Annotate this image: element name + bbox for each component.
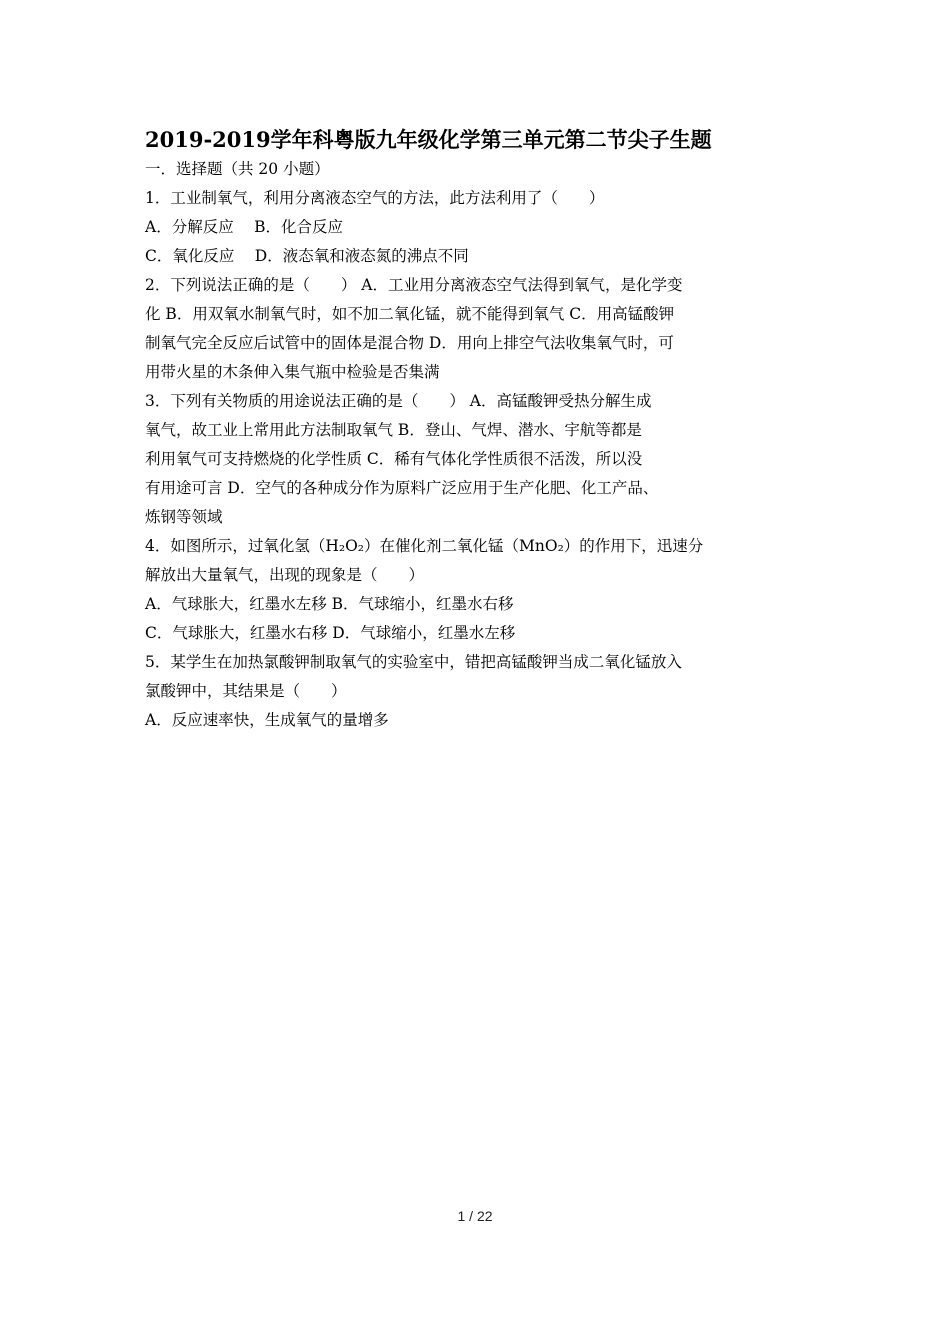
question-2-line: 2．下列说法正确的是（ ） A．工业用分离液态空气法得到氧气，是化学变 (145, 276, 683, 294)
question-5-option-a: A．反应速率快，生成氧气的量增多 (145, 711, 389, 729)
question-2-line: 用带火星的木条伸入集气瓶中检验是否集满 (145, 363, 440, 381)
question-1-options-cd: C．氧化反应 D．液态氧和液态氮的沸点不同 (145, 247, 469, 265)
question-3-line: 利用氧气可支持燃烧的化学性质 C．稀有气体化学性质很不活泼，所以没 (145, 450, 643, 468)
question-1 (145, 184, 825, 271)
question-4-stem-line: 4．如图所示，过氧化氢（H₂O₂）在催化剂二氧化锰（MnO₂）的作用下，迅速分 (145, 537, 704, 555)
question-2-line: 制氧气完全反应后试管中的固体是混合物 D．用向上排空气法收集氧气时，可 (145, 334, 674, 352)
question-1-stem: 1．工业制氧气，利用分离液态空气的方法，此方法利用了（ ） (145, 189, 605, 207)
section-header: 一．选择题（共 20 小题） (145, 160, 330, 178)
document-title: 2019-2019学年科粤版九年级化学第三单元第二节尖子生题 (145, 127, 712, 152)
question-1-options-ab: A．分解反应 B．化合反应 (145, 218, 344, 236)
question-3-line: 氧气，故工业上常用此方法制取氧气 B．登山、气焊、潜水、宇航等都是 (145, 421, 642, 439)
question-5-stem-line: 氯酸钾中，其结果是（ ） (145, 682, 347, 700)
question-3-line: 炼钢等领域 (145, 508, 223, 526)
question-5 (145, 648, 825, 735)
page-content (145, 124, 825, 735)
question-2-line: 化 B．用双氧水制氧气时，如不加二氧化锰，就不能得到氧气 C．用高锰酸钾 (145, 305, 675, 323)
question-5-stem-line: 5．某学生在加热氯酸钾制取氧气的实验室中，错把高锰酸钾当成二氧化锰放入 (145, 653, 682, 671)
question-4-stem-line: 解放出大量氧气，出现的现象是（ ） (145, 566, 425, 584)
question-3-line: 有用途可言 D．空气的各种成分作为原料广泛应用于生产化肥、化工产品、 (145, 479, 659, 497)
question-4 (145, 532, 825, 648)
question-4-options-ab: A．气球胀大，红墨水左移 B．气球缩小，红墨水右移 (145, 595, 514, 613)
page-number: 1 / 22 (457, 1208, 493, 1224)
question-2 (145, 271, 825, 387)
question-3-line: 3．下列有关物质的用途说法正确的是（ ） A．高锰酸钾受热分解生成 (145, 392, 652, 410)
question-3 (145, 387, 825, 532)
question-4-options-cd: C．气球胀大，红墨水右移 D．气球缩小，红墨水左移 (145, 624, 516, 642)
